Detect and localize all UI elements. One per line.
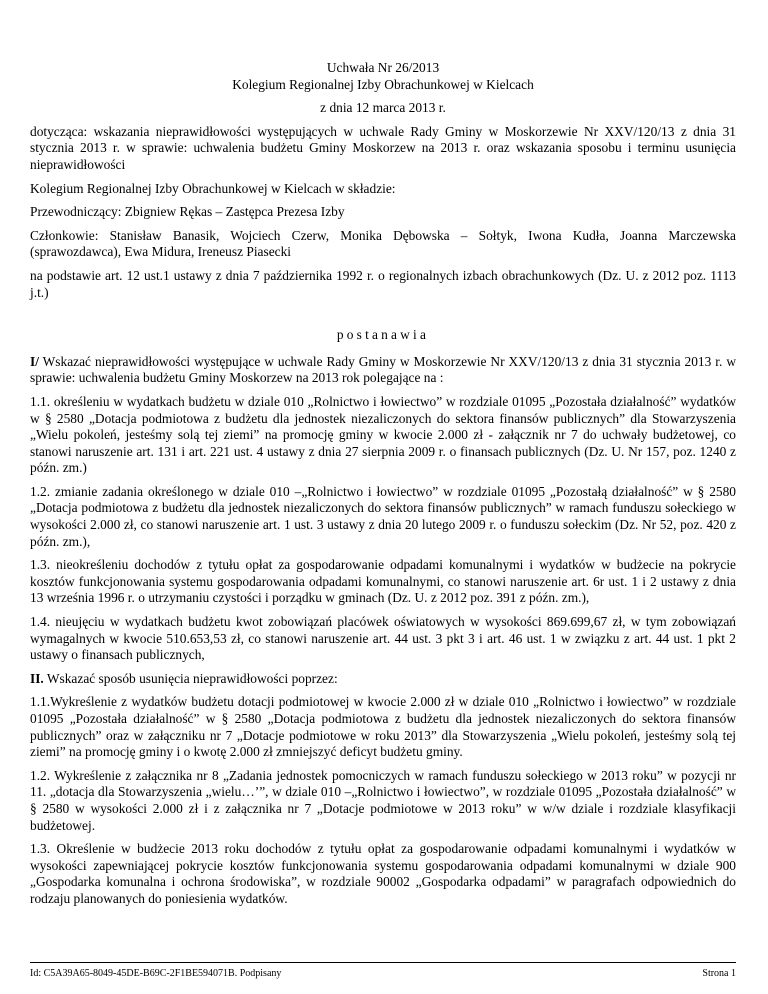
document-id: Id: C5A39A65-8049-45DE-B69C-2F1BE594071B. Podpisany (30, 968, 282, 979)
legal-basis-paragraph: na podstawie art. 12 ust.1 ustawy z dnia 7 października 1992 r. o regionalnych izbach obrachunkowych (Dz. U. z 2012 poz. 1113 j.t.) (30, 267, 736, 300)
section-2-item: 1.1.Wykreślenie z wydatków budżetu dotacji podmiotowej w kwocie 2.000 zł w dziale 010 „Rolnictwo i łowiectwo” w rozdziale 01095 „Pozostała działalność” w § 2580 „Dotacja podmiotowa z budżetu dla jednostek niezaliczonych do sektora finansów publicznych” oraz w załączniku nr 7 „Dotacje podmiotowe w roku 2013” dla Stowarzyszenia „Wielu pokoleń, jesteśmy solą tej ziemi” na promocję gminy i o kwotę 2.000 zł zmniejszyć deficyt budżetu gminy. (30, 694, 736, 760)
section-1-item: 1.2. zmianie zadania określonego w dziale 010 –„Rolnictwo i łowiectwo” w rozdziale 01095 „Pozostałą działalność” w § 2580 „Dotacja podmiotowa z budżetu dla jednostek niezaliczonych do sektora finansów publicznych” w ramach funduszu sołeckiego w wysokości 2.000 zł, co stanowi naruszenie art. 1 ust. 3 ustawy z dnia 20 lutego 2009 r. o funduszu sołeckim (Dz. Nr 52, poz. 420 z późn. zm.), (30, 483, 736, 549)
resolution-date: z dnia 12 marca 2013 r. (320, 100, 446, 116)
document-page (30, 60, 736, 915)
section-1-text: Wskazać nieprawidłowości występujące w uchwale Rady Gminy w Moskorzewie Nr XXV/120/13 z dnia 31 stycznia 2013 r. w sprawie: uchwalenia budżetu Gminy Moskorzew na 2013 rok polegające na : (30, 353, 736, 386)
section-1-item: 1.3. nieokreśleniu dochodów z tytułu opłat za gospodarowanie odpadami komunalnymi i wydatków w budżecie na pokrycie kosztów funkcjonowania systemu gospodarowania odpadami komunalnymi, co stanowi naruszenie art. 6r ust. 1 i 2 ustawy z dnia 13 września 1996 r. o utrzymaniu czystości i porządku w gminach (Dz. U. z 2012 poz. 391 z późn. zm.), (30, 557, 736, 606)
section-2-label: II. (30, 670, 44, 686)
decision-heading: postanawia (336, 327, 430, 343)
footer-divider (30, 962, 736, 963)
members-paragraph: Członkowie: Stanisław Banasik, Wojciech Czerw, Monika Dębowska – Sołtyk, Iwona Kudła, Joanna Marczewska (sprawozdawca), Ewa Midura, Ireneusz Piasecki (30, 227, 736, 260)
section-2-item: 1.2. Wykreślenie z załącznika nr 8 „Zadania jednostek pomocniczych w ramach funduszu sołeckiego w 2013 roku” w pozycji nr 11. „dotacja dla Stowarzyszenia „wielu…’”, w dziale 010 –„Rolnictwo i łowiectwo”, w rozdziale 01095 „Pozostała działalność” w § 2580 w wysokości 2.000 zł i z załącznika nr 7 „Dotacje podmiotowe w 2013 roku” w w/w dziale i rozdziale klasyfikacji budżetowej. (30, 767, 736, 833)
section-1-item: 1.4. nieujęciu w wydatkach budżetu kwot zobowiązań placówek oświatowych w wysokości 869.699,67 zł, w tym zobowiązań wymagalnych w kwocie 510.653,53 zł, co stanowi naruszenie art. 44 ust. 3 pkt 3 i art. 46 ust. 1 w związku z art. 44 ust. 1 pkt 2 ustawy o finansach publicznych, (30, 614, 736, 663)
section-2-intro (30, 671, 736, 688)
issuing-body: Kolegium Regionalnej Izby Obrachunkowej w Kielcach (232, 76, 534, 92)
chair-paragraph: Przewodniczący: Zbigniew Rękas – Zastępca Prezesa Izby (30, 204, 345, 220)
section-1-intro (30, 354, 736, 387)
composition-paragraph: Kolegium Regionalnej Izby Obrachunkowej w Kielcach w składzie: (30, 180, 396, 196)
page-number: Strona 1 (702, 968, 736, 979)
section-2-text: Wskazać sposób usunięcia nieprawidłowości poprzez: (43, 670, 338, 686)
section-1-item: 1.1. określeniu w wydatkach budżetu w dziale 010 „Rolnictwo i łowiectwo” w rozdziale 01095 „Pozostała działalność” wydatków w § 2580 „Dotacja podmiotowa z budżetu dla jednostek niezaliczonych do sektora finansów publicznych” dla Stowarzyszenia „Wielu pokoleń, jesteśmy solą tej ziemi” na promocję gminy w kwocie 2.000 zł - załącznik nr 7 do uchwały budżetowej, co stanowi naruszenie art. 131 i art. 221 ust. 4 ustawy z dnia 27 sierpnia 2009 r. o finansach publicznych (Dz. U. Nr 157, poz. 1240 z późn. zm.) (30, 393, 736, 476)
resolution-title: Uchwała Nr 26/2013 (326, 60, 440, 75)
page-footer (30, 968, 736, 980)
section-2-item: 1.3. Określenie w budżecie 2013 roku dochodów z tytułu opłat za gospodarowanie odpadami komunalnymi i wydatków w wysokości zapewniającej pokrycie kosztów funkcjonowania systemu gospodarowania odpadami komunalnymi w dziale 900 „Gospodarka komunalna i ochrona środowiska”, w rozdziale 90002 „Gospodarka odpadami” w paragrafach odpowiednich do rodzaju planowanych do poniesienia wydatków. (30, 841, 736, 906)
subject-paragraph: dotycząca: wskazania nieprawidłowości występujących w uchwale Rady Gminy w Moskorzewie Nr XXV/120/13 z dnia 31 stycznia 2013 r. w sprawie: uchwalenia budżetu Gminy Moskorzew na 2013 r. oraz wskazania sposobu i terminu usunięcia nieprawidłowości (30, 123, 736, 172)
section-1-label: I/ (30, 353, 39, 369)
